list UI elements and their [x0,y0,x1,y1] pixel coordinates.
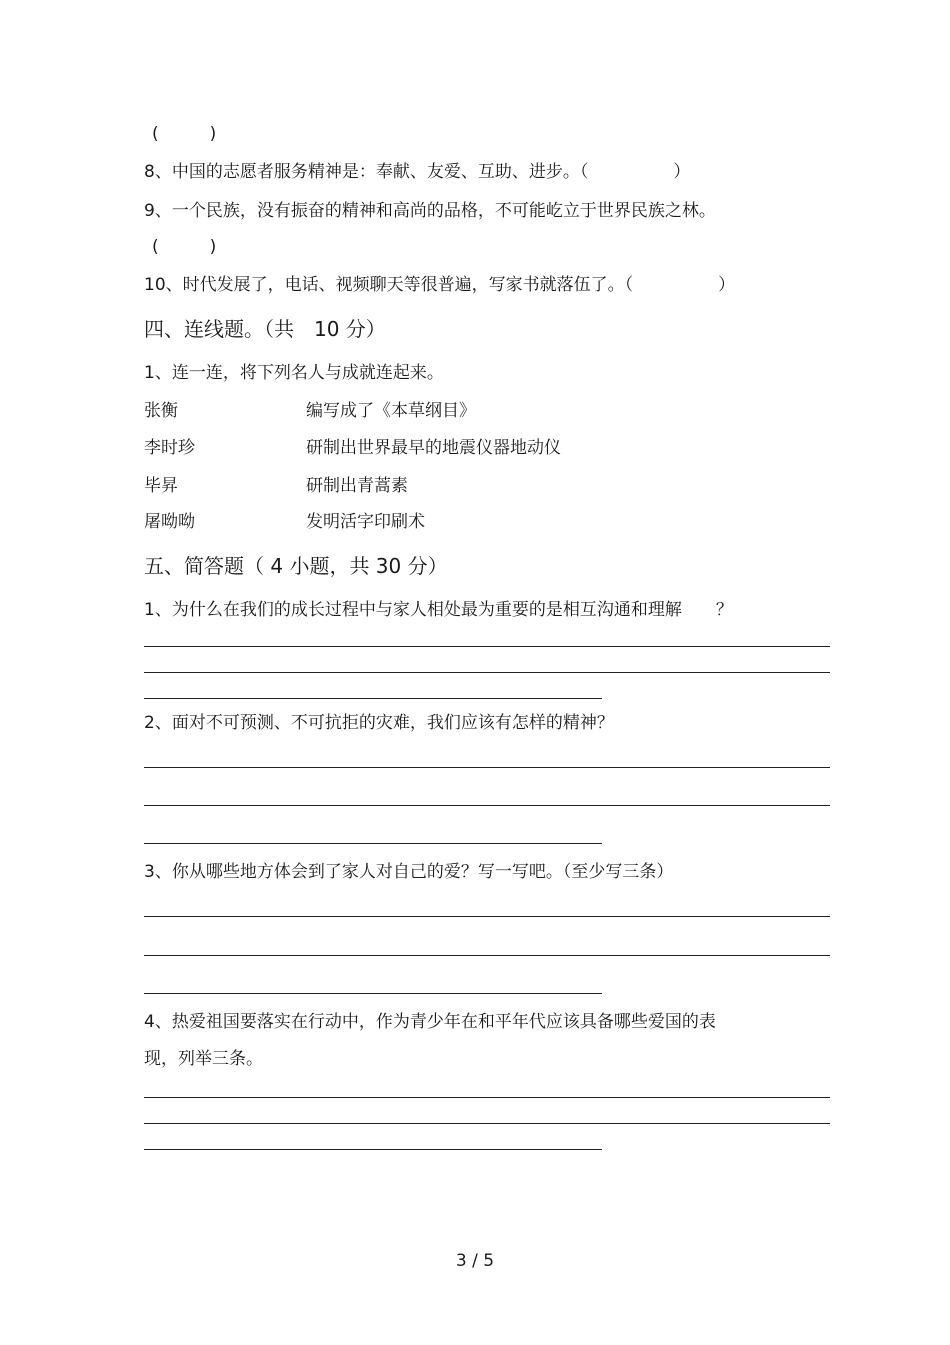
answer-line[interactable] [144,672,830,673]
answer-line[interactable] [144,993,602,994]
match-achievement: 发明活字印刷术 [306,512,425,532]
short-answer-question-4-continued: 现，列举三条。 [144,1049,263,1069]
match-achievement: 研制出青蒿素 [306,476,408,496]
short-answer-question-1: 1、为什么在我们的成长过程中与家人相处最为重要的是相互沟通和理解 ？ [144,600,733,620]
match-achievement: 编写成了《本草纲目》 [306,401,476,421]
match-name: 张衡 [144,401,178,421]
q9-answer-blank: ( ) [152,237,217,257]
matching-instruction: 1、连一连，将下列名人与成就连起来。 [144,363,444,383]
match-achievement: 研制出世界最早的地震仪器地动仪 [306,438,561,458]
q7-answer-blank: ( ) [152,124,217,144]
q9-statement: 9、一个民族，没有振奋的精神和高尚的品格，不可能屹立于世界民族之林。 [144,201,716,221]
q8-statement: 8、中国的志愿者服务精神是：奉献、友爱、互助、进步。（ ） [144,162,691,182]
short-answer-question-3: 3、你从哪些地方体会到了家人对自己的爱？写一写吧。（至少写三条） [144,862,674,882]
page-number: 3 / 5 [455,1251,495,1271]
answer-line[interactable] [144,1123,830,1124]
match-name: 屠呦呦 [144,512,195,532]
answer-line[interactable] [144,805,830,806]
match-name: 毕昇 [144,476,178,496]
matching-heading: 四、连线题。（共 10 分） [144,317,386,341]
short-answer-question-4: 4、热爱祖国要落实在行动中，作为青少年在和平年代应该具备哪些爱国的表 [144,1012,716,1032]
answer-line[interactable] [144,698,602,699]
answer-line[interactable] [144,843,602,844]
short-answer-heading: 五、简答题（ 4 小题，共 30 分） [144,554,448,578]
answer-line[interactable] [144,1097,830,1098]
answer-line[interactable] [144,916,830,917]
answer-line[interactable] [144,646,830,647]
answer-line[interactable] [144,767,830,768]
short-answer-question-2: 2、面对不可预测、不可抗拒的灾难，我们应该有怎样的精神？ [144,713,614,733]
answer-line[interactable] [144,955,830,956]
match-name: 李时珍 [144,438,195,458]
answer-line[interactable] [144,1149,602,1150]
q10-statement: 10、时代发展了，电话、视频聊天等很普遍，写家书就落伍了。（ ） [144,275,736,295]
